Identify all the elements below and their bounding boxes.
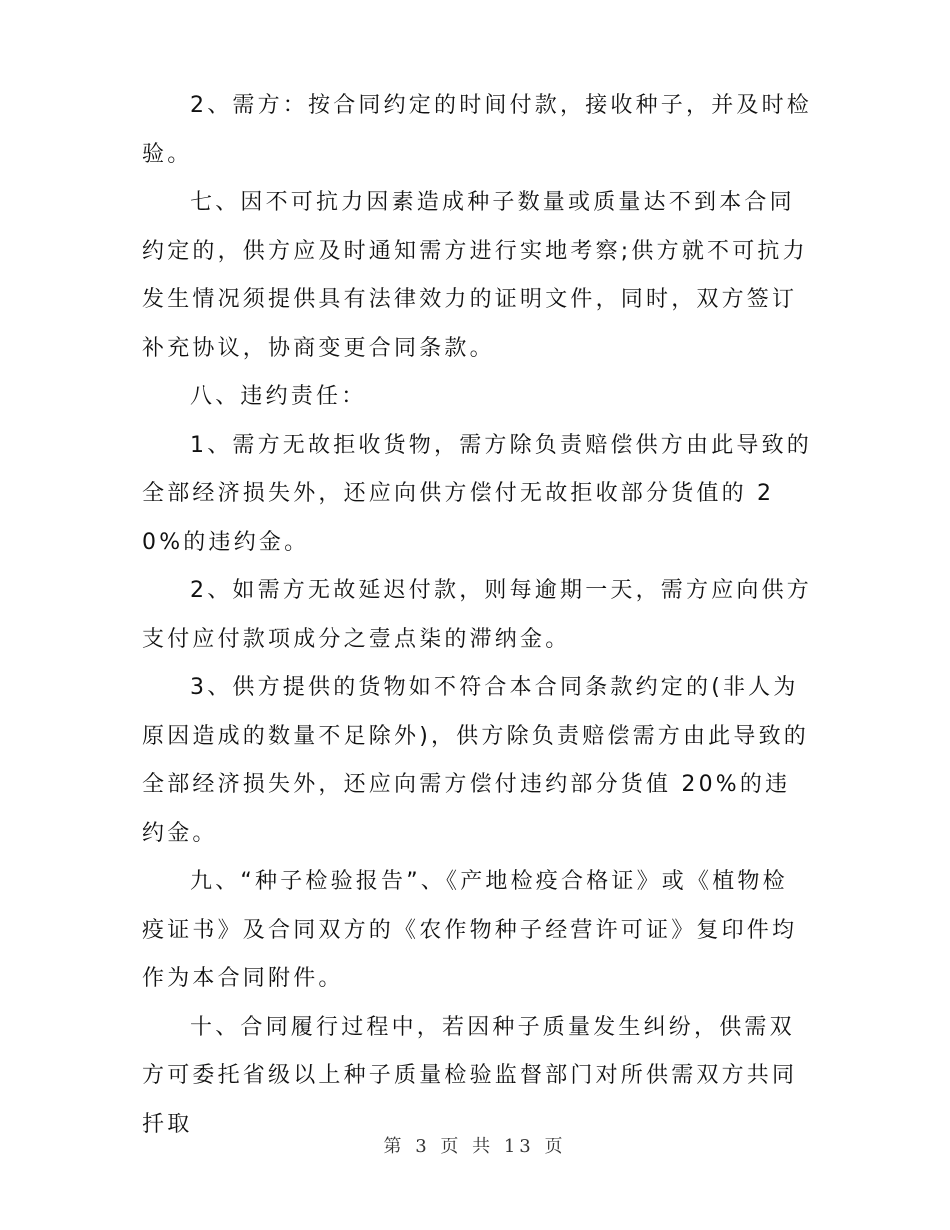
paragraph-liability-1: 1、需方无故拒收货物，需方除负责赔偿供方由此导致的全部经济损失外，还应向供方偿付无故拒收部分货值的 20%的违约金。 <box>142 432 812 555</box>
paragraph-buyer-obligation: 2、需方：按合同约定的时间付款，接收种子，并及时检验。 <box>142 93 812 167</box>
paragraph-liability-3: 3、供方提供的货物如不符合本合同条款约定的(非人为原因造成的数量不足除外)，供方除负责赔偿需方由此导致的全部经济损失外，还应向需方偿付违约部分货值 20%的违约金。 <box>142 675 809 846</box>
paragraph-force-majeure: 七、因不可抗力因素造成种子数量或质量达不到本合同约定的，供方应及时通知需方进行实地考察;供方就不可抗力发生情况须提供具有法律效力的证明文件，同时，双方签订补充协议，协商变更合同条款。 <box>142 190 808 361</box>
paragraph-attachments: 九、“种子检验报告”、《产地检疫合格证》或《植物检疫证书》及合同双方的《农作物种子经营许可证》复印件均作为本合同附件。 <box>142 869 798 991</box>
page-number-footer: 第 3 页 共 13 页 <box>383 1136 567 1157</box>
paragraph-liability-heading: 八、违约责任： <box>190 384 367 409</box>
paragraph-liability-2: 2、如需方无故延迟付款，则每逾期一天，需方应向供方支付应付款项成分之壹点柒的滞纳金。 <box>142 578 812 652</box>
document-body <box>142 82 812 1149</box>
paragraph-dispute: 十、合同履行过程中，若因种子质量发生纠纷，供需双方可委托省级以上种子质量检验监督部门对所供需双方共同扦取 <box>142 1014 798 1137</box>
